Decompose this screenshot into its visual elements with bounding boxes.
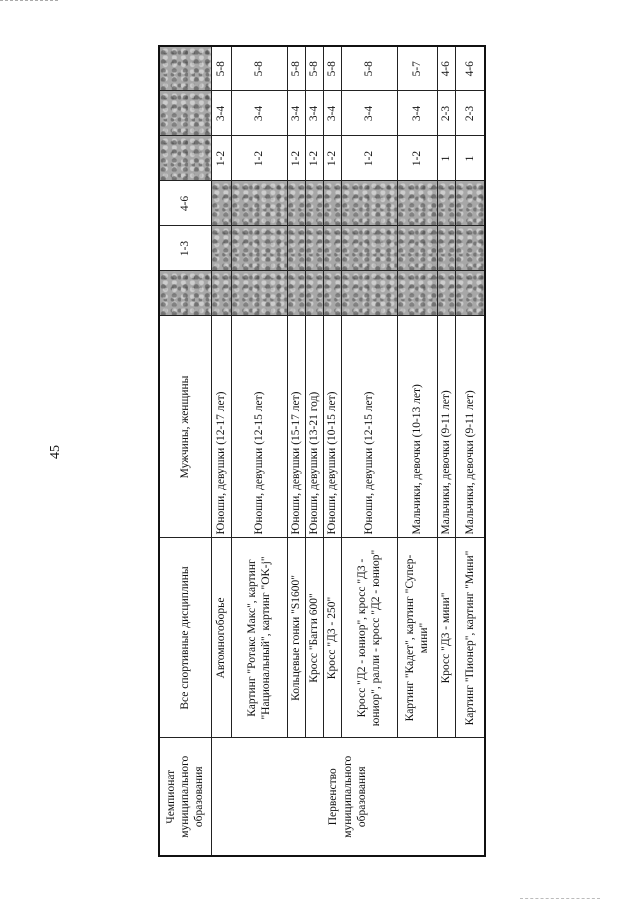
row-place-2: 3-4 [305,91,323,136]
row-place-1: 1 [455,136,485,181]
row-cell-3 [397,181,437,226]
header-rank-4-6: 4-6 [159,181,211,226]
discipline-table [158,45,486,857]
table-row [341,46,397,856]
row-place-3: 5-8 [323,46,341,91]
row-place-3: 5-8 [305,46,323,91]
row-cell-1 [323,271,341,316]
table-row [437,46,455,856]
row-place-3: 5-7 [397,46,437,91]
row-discipline: Кросс "Д3 - мини" [437,538,455,738]
row-group: Мальчики, девочки (9-11 лет) [455,316,485,538]
row-cell-2 [305,226,323,271]
header-cell-6 [159,46,211,91]
row-cell-2 [287,226,305,271]
header-rank-1-3: 1-3 [159,226,211,271]
row-place-2: 3-4 [341,91,397,136]
row-group: Юноши, девушки (12-15 лет) [341,316,397,538]
row-discipline: Картинг "Пионер", картинг "Мини" [455,538,485,738]
row-place-2: 2-3 [455,91,485,136]
row-group: Юноши, девушки (13-21 год) [305,316,323,538]
row-place-2: 3-4 [287,91,305,136]
row-place-1: 1-2 [397,136,437,181]
row-cell-3 [341,181,397,226]
row-discipline: Кросс "Багги 600" [305,538,323,738]
row-group: Юноши, девушки (12-17 лет) [211,316,231,538]
page-number: 45 [48,445,63,459]
row-cell-1 [341,271,397,316]
row-place-2: 2-3 [437,91,455,136]
row-place-2: 3-4 [323,91,341,136]
row-cell-2 [455,226,485,271]
table-row [231,46,287,856]
row-cell-2 [397,226,437,271]
row-place-3: 5-8 [287,46,305,91]
row-place-3: 4-6 [455,46,485,91]
row-place-1: 1-2 [231,136,287,181]
row-cell-1 [287,271,305,316]
row-discipline: Кросс "Д3 - 250" [323,538,341,738]
row-discipline: Автомногоборье [211,538,231,738]
row-cell-3 [211,181,231,226]
table-row [211,46,231,856]
row-place-1: 1-2 [341,136,397,181]
header-cell-1 [159,271,211,316]
row-place-1: 1-2 [211,136,231,181]
table-row [323,46,341,856]
row-cell-2 [231,226,287,271]
header-discipline: Все спортивные дисциплины [159,538,211,738]
row-discipline: Кольцевые гонки "S1600" [287,538,305,738]
row-place-1: 1-2 [305,136,323,181]
scan-edge-mark [0,0,58,1]
row-cell-1 [305,271,323,316]
row-cell-1 [397,271,437,316]
row-place-2: 3-4 [231,91,287,136]
row-discipline: Картинг "Кадет", картинг "Супер-мини" [397,538,437,738]
row-place-1: 1-2 [287,136,305,181]
scan-edge-mark [520,898,600,899]
table-row [287,46,305,856]
row-cell-2 [341,226,397,271]
row-cell-1 [211,271,231,316]
row-discipline: Картинг "Ротакс Макс", картинг "Национальный", картинг "OK-j" [231,538,287,738]
row-cell-2 [323,226,341,271]
header-row [159,46,211,856]
row-cell-3 [323,181,341,226]
row-group: Мальчики, девочки (10-13 лет) [397,316,437,538]
row-place-3: 4-6 [437,46,455,91]
row-group: Юноши, девушки (10-15 лет) [323,316,341,538]
row-cell-1 [455,271,485,316]
row-place-2: 3-4 [397,91,437,136]
row-cell-3 [455,181,485,226]
row-discipline: Кросс "Д2 - юниор", кросс "Д3 - юниор", ралли - кросс "Д2 - юниор" [341,538,397,738]
row-cell-3 [287,181,305,226]
section-label: Первенство муниципального образования [211,738,485,856]
row-group: Мальчики, девочки (9-11 лет) [437,316,455,538]
header-level: Чемпионат муниципального образования [159,738,211,856]
row-cell-3 [231,181,287,226]
row-cell-1 [437,271,455,316]
row-group: Юноши, девушки (12-15 лет) [231,316,287,538]
table-row [455,46,485,856]
row-place-3: 5-8 [211,46,231,91]
table-row [305,46,323,856]
header-cell-5 [159,91,211,136]
row-cell-3 [437,181,455,226]
rotated-table-wrapper [158,47,482,857]
row-cell-2 [211,226,231,271]
row-place-1: 1-2 [323,136,341,181]
row-place-3: 5-8 [231,46,287,91]
row-place-1: 1 [437,136,455,181]
row-group: Юноши, девушки (15-17 лет) [287,316,305,538]
row-cell-2 [437,226,455,271]
header-cell-4 [159,136,211,181]
row-place-2: 3-4 [211,91,231,136]
row-place-3: 5-8 [341,46,397,91]
row-cell-1 [231,271,287,316]
row-cell-3 [305,181,323,226]
table-row [397,46,437,856]
header-group: Мужчины, женщины [159,316,211,538]
